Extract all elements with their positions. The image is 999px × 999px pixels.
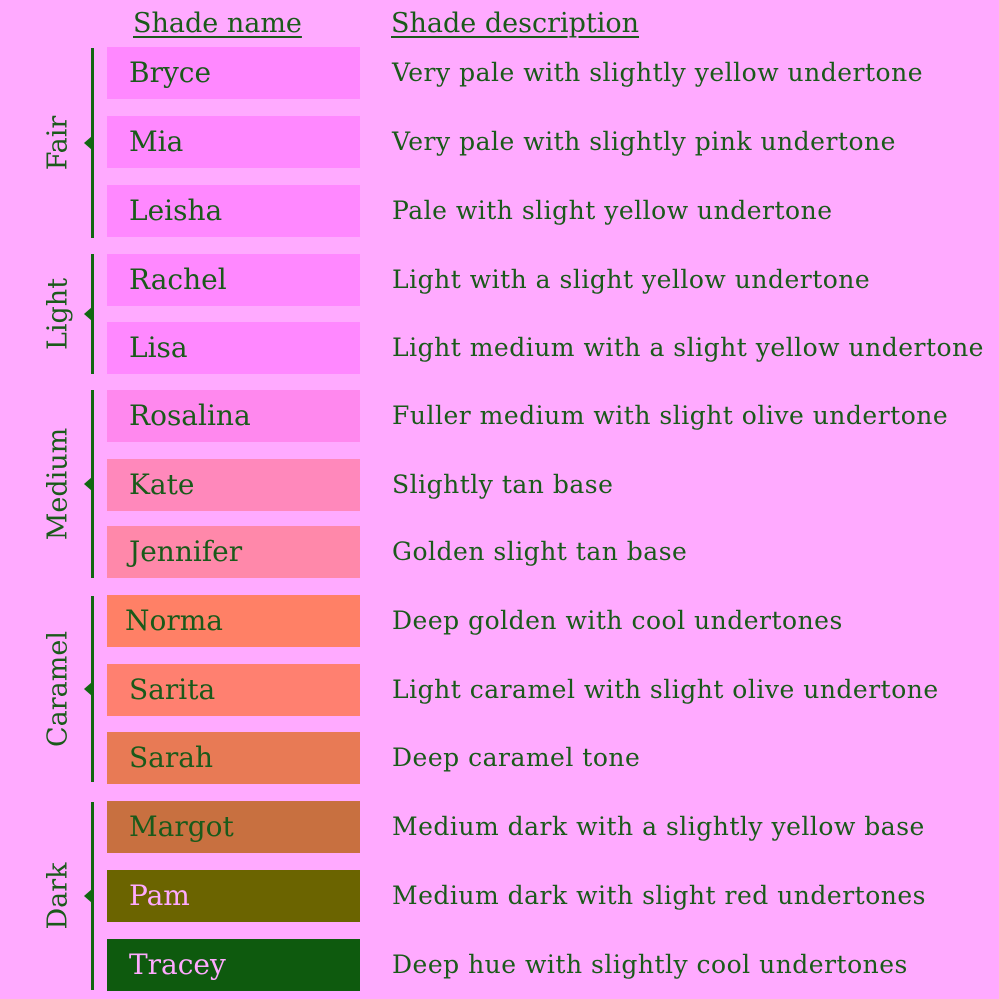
group-bracket-tick (84, 307, 92, 321)
shade-row-kate (0, 459, 999, 511)
shade-name: Kate (129, 468, 195, 501)
shade-swatch (107, 47, 360, 99)
shade-row-mia (0, 116, 999, 168)
shade-row-margot (0, 801, 999, 853)
shade-swatch (107, 390, 360, 442)
shade-swatch (107, 116, 360, 168)
shade-name: Leisha (129, 194, 223, 227)
shade-row-norma (0, 595, 999, 647)
shade-swatch (107, 526, 360, 578)
shade-description: Golden slight tan base (392, 537, 688, 566)
shade-description: Very pale with slightly pink undertone (392, 127, 896, 156)
shade-description: Very pale with slightly yellow undertone (392, 58, 923, 87)
shade-description: Medium dark with a slightly yellow base (392, 812, 925, 841)
shade-name: Sarah (129, 741, 213, 774)
shade-row-lisa (0, 322, 999, 374)
shade-description: Light caramel with slight olive undertone (392, 675, 939, 704)
shade-description: Deep caramel tone (392, 743, 641, 772)
shade-swatch (107, 664, 360, 716)
group-label: Dark (42, 862, 74, 930)
shade-row-bryce (0, 47, 999, 99)
shade-name: Rachel (129, 263, 227, 296)
shade-swatch (107, 254, 360, 306)
shade-description: Fuller medium with slight olive undertone (392, 401, 949, 430)
group-label: Fair (42, 115, 74, 171)
shade-swatch (107, 939, 360, 991)
group-label: Light (42, 277, 74, 351)
shade-description: Medium dark with slight red undertones (392, 881, 926, 910)
shade-name: Sarita (129, 673, 216, 706)
shade-name: Lisa (129, 331, 188, 364)
shade-swatch (107, 322, 360, 374)
shade-description-header: Shade description (391, 8, 640, 39)
shade-name: Tracey (129, 948, 226, 981)
shade-row-pam (0, 870, 999, 922)
group-label: Medium (42, 427, 74, 541)
shade-name: Margot (129, 810, 234, 843)
shade-swatch (107, 732, 360, 784)
shade-row-rosalina (0, 390, 999, 442)
shade-swatch (107, 185, 360, 237)
shade-description: Light medium with a slight yellow undertone (392, 333, 984, 362)
group-label: Caramel (42, 631, 74, 747)
shade-swatch (107, 870, 360, 922)
shade-name: Pam (129, 879, 190, 912)
shade-description: Deep golden with cool undertones (392, 606, 843, 635)
shade-name: Rosalina (129, 399, 251, 432)
shade-name: Jennifer (129, 535, 243, 568)
shade-description: Pale with slight yellow undertone (392, 196, 833, 225)
shade-swatch (107, 801, 360, 853)
shade-row-jennifer (0, 526, 999, 578)
shade-description: Light with a slight yellow undertone (392, 265, 871, 294)
shade-name-header: Shade name (133, 8, 302, 39)
shade-row-sarita (0, 664, 999, 716)
shade-row-leisha (0, 185, 999, 237)
shade-swatch (107, 595, 360, 647)
shade-description: Deep hue with slightly cool undertones (392, 950, 908, 979)
shade-name: Mia (129, 125, 184, 158)
shade-row-rachel (0, 254, 999, 306)
shade-swatch (107, 459, 360, 511)
shade-row-sarah (0, 732, 999, 784)
shade-row-tracey (0, 939, 999, 991)
shade-name: Norma (125, 604, 223, 637)
shade-name: Bryce (129, 56, 212, 89)
shade-description: Slightly tan base (392, 470, 614, 499)
